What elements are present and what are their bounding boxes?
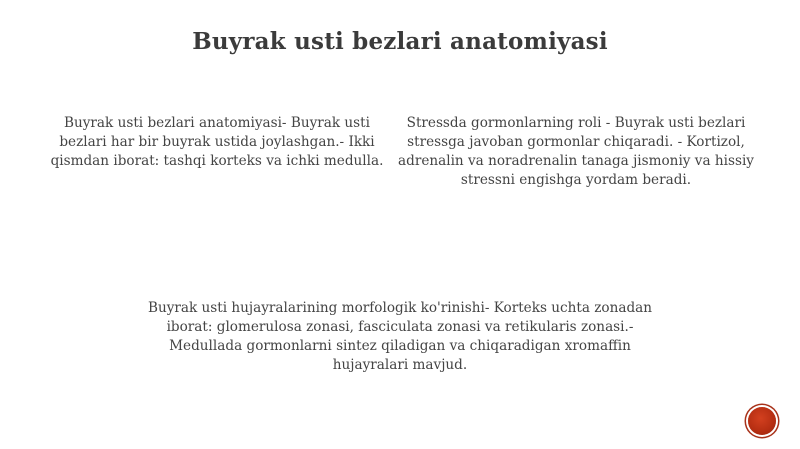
text-block-morphology: Buyrak usti hujayralarining morfologik ko'rinishi- Korteks uchta zonadan iborat: glomerulosa zonasi, fasciculata zonasi va retikularis zonasi.- Medullada gormonlarni sintez qiladigan va chiqaradigan xromaffin hujayralari mavjud. xyxy=(147,300,653,373)
slide-title: Buyrak usti bezlari anatomiyasi xyxy=(192,28,608,55)
text-block-anatomy: Buyrak usti bezlari anatomiyasi- Buyrak usti bezlari har bir buyrak ustida joylashgan.- Ikki qismdan iborat: tashqi korteks va ichki medulla. xyxy=(50,115,384,169)
circle-button-icon[interactable] xyxy=(748,407,776,435)
text-block-stress-hormones: Stressda gormonlarning roli - Buyrak usti bezlari stressga javoban gormonlar chiqaradi. - Kortizol, adrenalin va noradrenalin tanaga jismoniy va hissiy stressni engishga yordam beradi. xyxy=(398,115,754,188)
